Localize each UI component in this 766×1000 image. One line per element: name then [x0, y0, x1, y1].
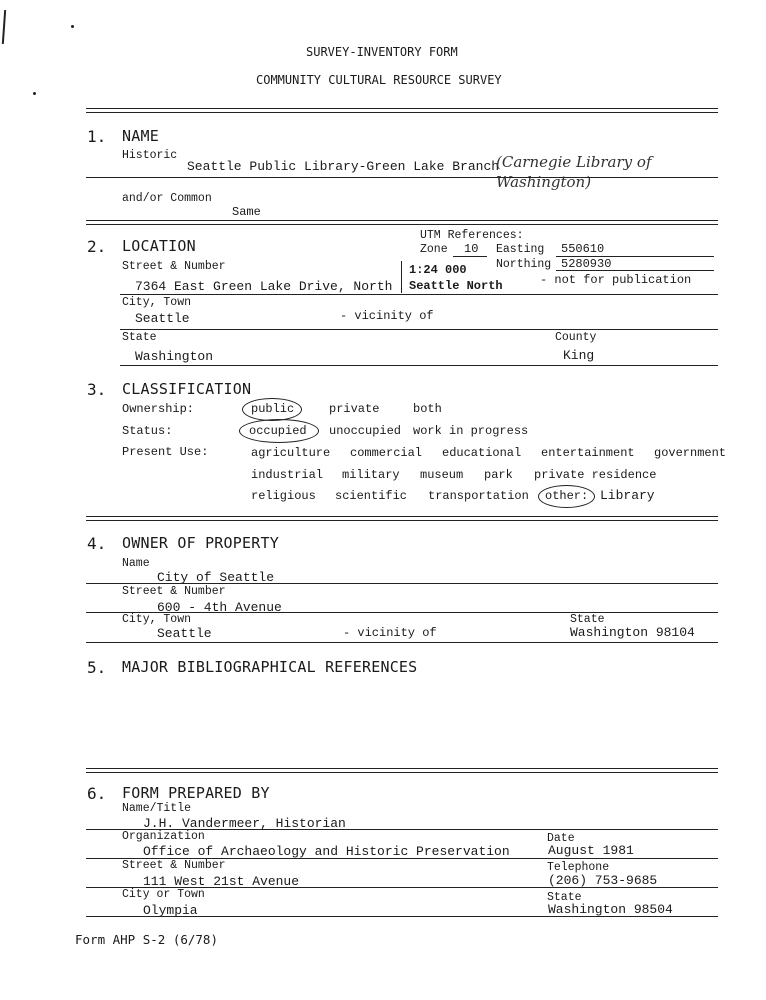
not-for-publication: - not for publication — [540, 273, 692, 287]
divider — [120, 365, 718, 366]
use-option: religious — [251, 489, 316, 503]
preparer-name-value: J.H. Vandermeer, Historian — [143, 816, 346, 831]
section-number: 4. — [87, 534, 107, 553]
divider — [86, 642, 718, 643]
owner-state-label: State — [570, 613, 605, 626]
section-heading-location: LOCATION — [122, 237, 196, 255]
street-label: Street & Number — [122, 260, 226, 273]
ownership-both: both — [413, 402, 442, 416]
common-value: Same — [232, 205, 261, 219]
organization-value: Office of Archaeology and Historic Preservation — [143, 844, 510, 859]
use-option: government — [654, 446, 727, 460]
ownership-private: private — [329, 402, 380, 416]
form-id: Form AHP S-2 (6/78) — [75, 932, 218, 947]
use-option: industrial — [251, 468, 324, 482]
use-option: scientific — [335, 489, 408, 503]
section-heading-prepared-by: FORM PREPARED BY — [122, 784, 270, 802]
date-value: August 1981 — [548, 843, 634, 858]
northing-underline — [556, 270, 714, 271]
zone-value: 10 — [464, 242, 479, 256]
section-number: 1. — [87, 127, 107, 146]
owner-street-value: 600 - 4th Avenue — [157, 600, 282, 615]
use-option: educational — [442, 446, 522, 460]
telephone-label: Telephone — [547, 861, 610, 874]
use-option: transportation — [428, 489, 529, 503]
use-option: park — [484, 468, 513, 482]
easting-label: Easting — [496, 243, 545, 256]
ownership-label: Ownership: — [122, 402, 195, 416]
utm-label: UTM References: — [420, 229, 524, 242]
quad-name: Seattle North — [409, 279, 503, 293]
scale-divider — [401, 261, 402, 293]
use-option: museum — [420, 468, 464, 482]
state-label: State — [122, 331, 157, 344]
handwritten-text: (Carnegie Library of Washington) — [496, 153, 652, 191]
preparer-street-label: Street & Number — [122, 859, 226, 872]
divider — [86, 220, 718, 225]
owner-city-label: City, Town — [122, 613, 192, 626]
divider — [86, 583, 718, 584]
common-label: and/or Common — [122, 192, 212, 205]
northing-label: Northing — [496, 258, 552, 271]
status-label: Status: — [122, 424, 173, 438]
status-work-in-progress: work in progress — [413, 424, 529, 438]
section-number: 2. — [87, 237, 107, 256]
organization-label: Organization — [122, 830, 205, 843]
divider — [86, 516, 718, 521]
ownership-public: public — [251, 402, 295, 416]
preparer-name-label: Name/Title — [122, 802, 192, 815]
section-heading-name: NAME — [122, 127, 159, 145]
owner-vicinity: - vicinity of — [343, 626, 437, 640]
divider — [86, 916, 718, 917]
status-occupied: occupied — [249, 424, 307, 438]
owner-name-label: Name — [122, 557, 150, 570]
present-use-label: Present Use: — [122, 445, 209, 459]
date-label: Date — [547, 832, 575, 845]
divider — [120, 294, 718, 295]
use-option: agriculture — [251, 446, 331, 460]
section-heading-classification: CLASSIFICATION — [122, 380, 252, 398]
preparer-city-value: Olympia — [143, 903, 198, 918]
owner-name-value: City of Seattle — [157, 570, 275, 585]
handwritten-note — [496, 152, 726, 192]
county-label: County — [555, 331, 597, 344]
use-option: commercial — [350, 446, 423, 460]
easting-value: 550610 — [561, 242, 605, 256]
divider — [86, 768, 718, 773]
city-label: City, Town — [122, 296, 192, 309]
preparer-city-label: City or Town — [122, 888, 205, 901]
state-value: Washington — [135, 349, 214, 364]
northing-value: 5280930 — [561, 257, 612, 271]
zone-underline — [453, 256, 487, 257]
use-option: entertainment — [541, 446, 635, 460]
other-value: Library — [600, 488, 655, 503]
status-unoccupied: unoccupied — [329, 424, 402, 438]
scan-speck — [33, 92, 36, 95]
city-value: Seattle — [135, 311, 190, 326]
county-value: King — [563, 348, 595, 363]
use-option: private residence — [534, 468, 657, 482]
preparer-state-value: Washington 98504 — [548, 902, 673, 917]
preparer-street-value: 111 West 21st Avenue — [143, 874, 300, 889]
scan-speck — [71, 25, 74, 28]
map-scale: 1:24 000 — [409, 263, 467, 277]
use-option-other: other: — [545, 489, 589, 503]
section-number: 5. — [87, 658, 107, 677]
preparer-state-label: State — [547, 891, 582, 904]
historic-label: Historic — [122, 149, 178, 162]
divider — [120, 329, 718, 330]
street-value: 7364 East Green Lake Drive, North — [135, 279, 393, 294]
form-subtitle: COMMUNITY CULTURAL RESOURCE SURVEY — [256, 73, 502, 87]
scan-mark — [2, 10, 6, 44]
historic-value: Seattle Public Library-Green Lake Branch — [187, 159, 500, 174]
divider — [86, 177, 718, 178]
owner-street-label: Street & Number — [122, 585, 226, 598]
zone-label: Zone — [420, 243, 448, 256]
use-option: military — [342, 468, 400, 482]
section-heading-bibliography: MAJOR BIBLIOGRAPHICAL REFERENCES — [122, 658, 418, 676]
owner-state-value: Washington 98104 — [570, 625, 695, 640]
form-title: SURVEY-INVENTORY FORM — [306, 45, 458, 59]
owner-city-value: Seattle — [157, 626, 212, 641]
telephone-value: (206) 753-9685 — [548, 873, 658, 888]
divider — [86, 108, 718, 113]
section-number: 6. — [87, 784, 107, 803]
section-number: 3. — [87, 380, 107, 399]
section-heading-owner: OWNER OF PROPERTY — [122, 534, 279, 552]
vicinity-of: - vicinity of — [340, 309, 434, 323]
